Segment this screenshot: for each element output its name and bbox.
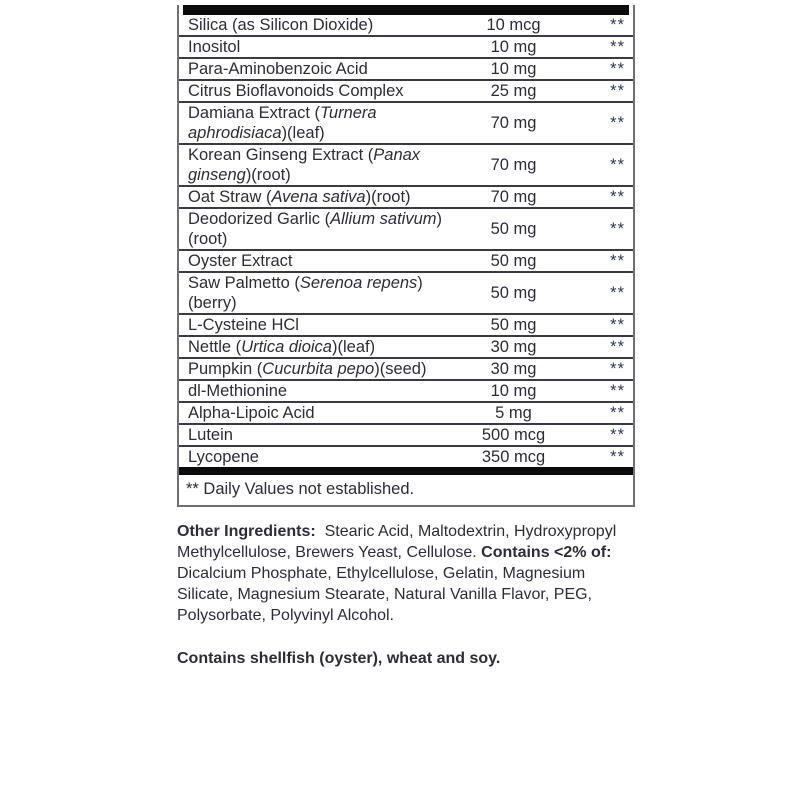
ingredient-amount: 70 mg bbox=[490, 188, 537, 206]
other-ingredients-text: Stearic Acid, Maltodextrin, Hydroxypropyl bbox=[315, 523, 617, 540]
ingredient-name-text: Lutein bbox=[188, 426, 233, 444]
ingredient-dv: ** bbox=[610, 114, 625, 132]
table-bottom-bar bbox=[179, 467, 633, 475]
ingredient-name-text: )(leaf) bbox=[281, 124, 325, 142]
ingredient-name-latin: Avena sativa bbox=[271, 188, 366, 206]
table-row bbox=[179, 251, 633, 273]
table-row bbox=[179, 381, 633, 403]
ingredient-name bbox=[179, 315, 456, 335]
ingredient-name-text: Damiana Extract ( bbox=[188, 104, 321, 122]
table-row bbox=[179, 273, 633, 315]
ingredient-dv: ** bbox=[610, 38, 625, 56]
ingredient-name-latin: Panax ginseng bbox=[188, 146, 421, 184]
ingredient-name bbox=[179, 251, 456, 271]
ingredient-name-latin: Cucurbita pepo bbox=[262, 360, 375, 378]
ingredient-name-text: ) (root) bbox=[188, 210, 442, 248]
ingredient-name bbox=[179, 337, 456, 357]
allergen-statement: Contains shellfish (oyster), wheat and soy. bbox=[177, 650, 501, 667]
supplement-label bbox=[177, 0, 635, 669]
ingredient-amount: 50 mg bbox=[490, 316, 537, 334]
ingredient-dv: ** bbox=[610, 284, 625, 302]
ingredient-name bbox=[179, 103, 456, 143]
table-row bbox=[179, 359, 633, 381]
ingredient-name bbox=[179, 209, 456, 249]
ingredient-dv: ** bbox=[610, 360, 625, 378]
ingredient-name-text: )(leaf) bbox=[331, 338, 376, 356]
supplement-facts-table bbox=[177, 5, 635, 507]
ingredient-name-text: L-Cysteine HCl bbox=[188, 316, 299, 334]
table-row bbox=[179, 403, 633, 425]
ingredient-name bbox=[179, 447, 456, 467]
ingredient-dv: ** bbox=[610, 316, 625, 334]
ingredient-name bbox=[179, 359, 456, 379]
ingredient-amount: 5 mg bbox=[495, 404, 532, 422]
other-ingredients-label: Other Ingredients: bbox=[177, 523, 316, 540]
ingredient-name bbox=[179, 187, 456, 207]
ingredient-amount: 50 mg bbox=[490, 284, 537, 302]
ingredient-amount: 70 mg bbox=[490, 114, 537, 132]
ingredient-amount: 350 mcg bbox=[481, 448, 546, 466]
ingredient-amount: 10 mg bbox=[490, 60, 537, 78]
ingredient-name-text: Pumpkin ( bbox=[188, 360, 263, 378]
table-row bbox=[179, 187, 633, 209]
ingredient-dv: ** bbox=[610, 156, 625, 174]
ingredient-name-text: Korean Ginseng Extract ( bbox=[188, 146, 374, 164]
ingredient-amount: 30 mg bbox=[490, 338, 537, 356]
ingredient-name-text: Citrus Bioflavonoids Complex bbox=[188, 82, 404, 100]
table-row bbox=[179, 315, 633, 337]
ingredient-name bbox=[179, 15, 456, 35]
ingredient-name-text: Saw Palmetto ( bbox=[188, 274, 300, 292]
ingredient-name-latin: Serenoa repens bbox=[299, 274, 418, 292]
table-row bbox=[179, 447, 633, 467]
ingredient-dv: ** bbox=[610, 382, 625, 400]
ingredient-name bbox=[179, 37, 456, 57]
table-row bbox=[179, 337, 633, 359]
other-ingredients-text: Methylcellulose, Brewers Yeast, Cellulose. bbox=[177, 544, 482, 561]
table-row bbox=[179, 15, 633, 37]
table-top-bar bbox=[183, 5, 629, 15]
other-ingredients-text: Polysorbate, Polyvinyl Alcohol. bbox=[177, 607, 394, 624]
ingredient-name-latin: Urtica dioica bbox=[241, 338, 332, 356]
ingredient-name-text: Nettle ( bbox=[188, 338, 242, 356]
ingredient-name-text: Alpha-Lipoic Acid bbox=[188, 404, 315, 422]
ingredient-amount: 70 mg bbox=[490, 156, 537, 174]
ingredient-amount: 10 mg bbox=[490, 38, 537, 56]
table-row bbox=[179, 145, 633, 187]
ingredient-name-latin: Turnera aphrodisiaca bbox=[188, 104, 377, 142]
table-row bbox=[179, 81, 633, 103]
ingredient-dv: ** bbox=[610, 338, 625, 356]
dv-footnote: ** Daily Values not established. bbox=[186, 480, 415, 498]
ingredient-amount: 10 mg bbox=[490, 382, 537, 400]
ingredient-dv: ** bbox=[610, 16, 625, 34]
ingredient-name bbox=[179, 81, 456, 101]
ingredient-amount: 30 mg bbox=[490, 360, 537, 378]
ingredient-dv: ** bbox=[610, 82, 625, 100]
ingredient-amount: 500 mcg bbox=[481, 426, 546, 444]
ingredient-name-text: dl-Methionine bbox=[188, 382, 288, 400]
ingredient-dv: ** bbox=[610, 60, 625, 78]
other-ingredients-label: Contains <2% of: bbox=[481, 544, 612, 561]
ingredient-amount: 10 mcg bbox=[486, 16, 541, 34]
ingredient-name-text: Para-Aminobenzoic Acid bbox=[188, 60, 368, 78]
ingredient-name bbox=[179, 403, 456, 423]
ingredient-amount: 25 mg bbox=[490, 82, 537, 100]
ingredient-name-text: Oyster Extract bbox=[188, 252, 293, 270]
ingredient-dv: ** bbox=[610, 426, 625, 444]
ingredient-name-text: )(root) bbox=[245, 166, 291, 184]
ingredient-name-text: )(root) bbox=[365, 188, 411, 206]
ingredient-name bbox=[179, 425, 456, 445]
ingredient-amount: 50 mg bbox=[490, 252, 537, 270]
ingredient-name-text: Deodorized Garlic ( bbox=[188, 210, 331, 228]
table-row bbox=[179, 103, 633, 145]
ingredient-name-text: )(seed) bbox=[374, 360, 427, 378]
other-ingredients-line bbox=[177, 542, 635, 563]
ingredient-name bbox=[179, 59, 456, 79]
other-ingredients-line bbox=[177, 563, 635, 584]
other-ingredients-text: Silicate, Magnesium Stearate, Natural Vanilla Flavor, PEG, bbox=[177, 586, 592, 603]
ingredient-name-text: ) (berry) bbox=[188, 274, 423, 312]
ingredient-dv: ** bbox=[610, 448, 625, 466]
ingredient-name-text: Lycopene bbox=[188, 448, 259, 466]
table-row bbox=[179, 209, 633, 251]
ingredient-name-text: Inositol bbox=[188, 38, 241, 56]
table-row bbox=[179, 59, 633, 81]
other-ingredients-line bbox=[177, 605, 635, 626]
ingredient-dv: ** bbox=[610, 220, 625, 238]
ingredient-name bbox=[179, 381, 456, 401]
table-row bbox=[179, 37, 633, 59]
ingredient-rows bbox=[179, 15, 633, 467]
ingredient-name bbox=[179, 145, 456, 185]
ingredient-amount: 50 mg bbox=[490, 220, 537, 238]
ingredient-dv: ** bbox=[610, 252, 625, 270]
other-ingredients-line bbox=[177, 584, 635, 605]
other-ingredients-line bbox=[177, 521, 635, 542]
table-row bbox=[179, 425, 633, 447]
other-ingredients-paragraph bbox=[177, 521, 635, 626]
ingredient-dv: ** bbox=[610, 404, 625, 422]
other-ingredients-text: Dicalcium Phosphate, Ethylcellulose, Gelatin, Magnesium bbox=[177, 565, 586, 582]
ingredient-name-text: Silica (as Silicon Dioxide) bbox=[188, 16, 374, 34]
ingredient-dv: ** bbox=[610, 188, 625, 206]
ingredient-name-text: Oat Straw ( bbox=[188, 188, 272, 206]
ingredient-name bbox=[179, 273, 456, 313]
ingredient-name-latin: Allium sativum bbox=[330, 210, 437, 228]
